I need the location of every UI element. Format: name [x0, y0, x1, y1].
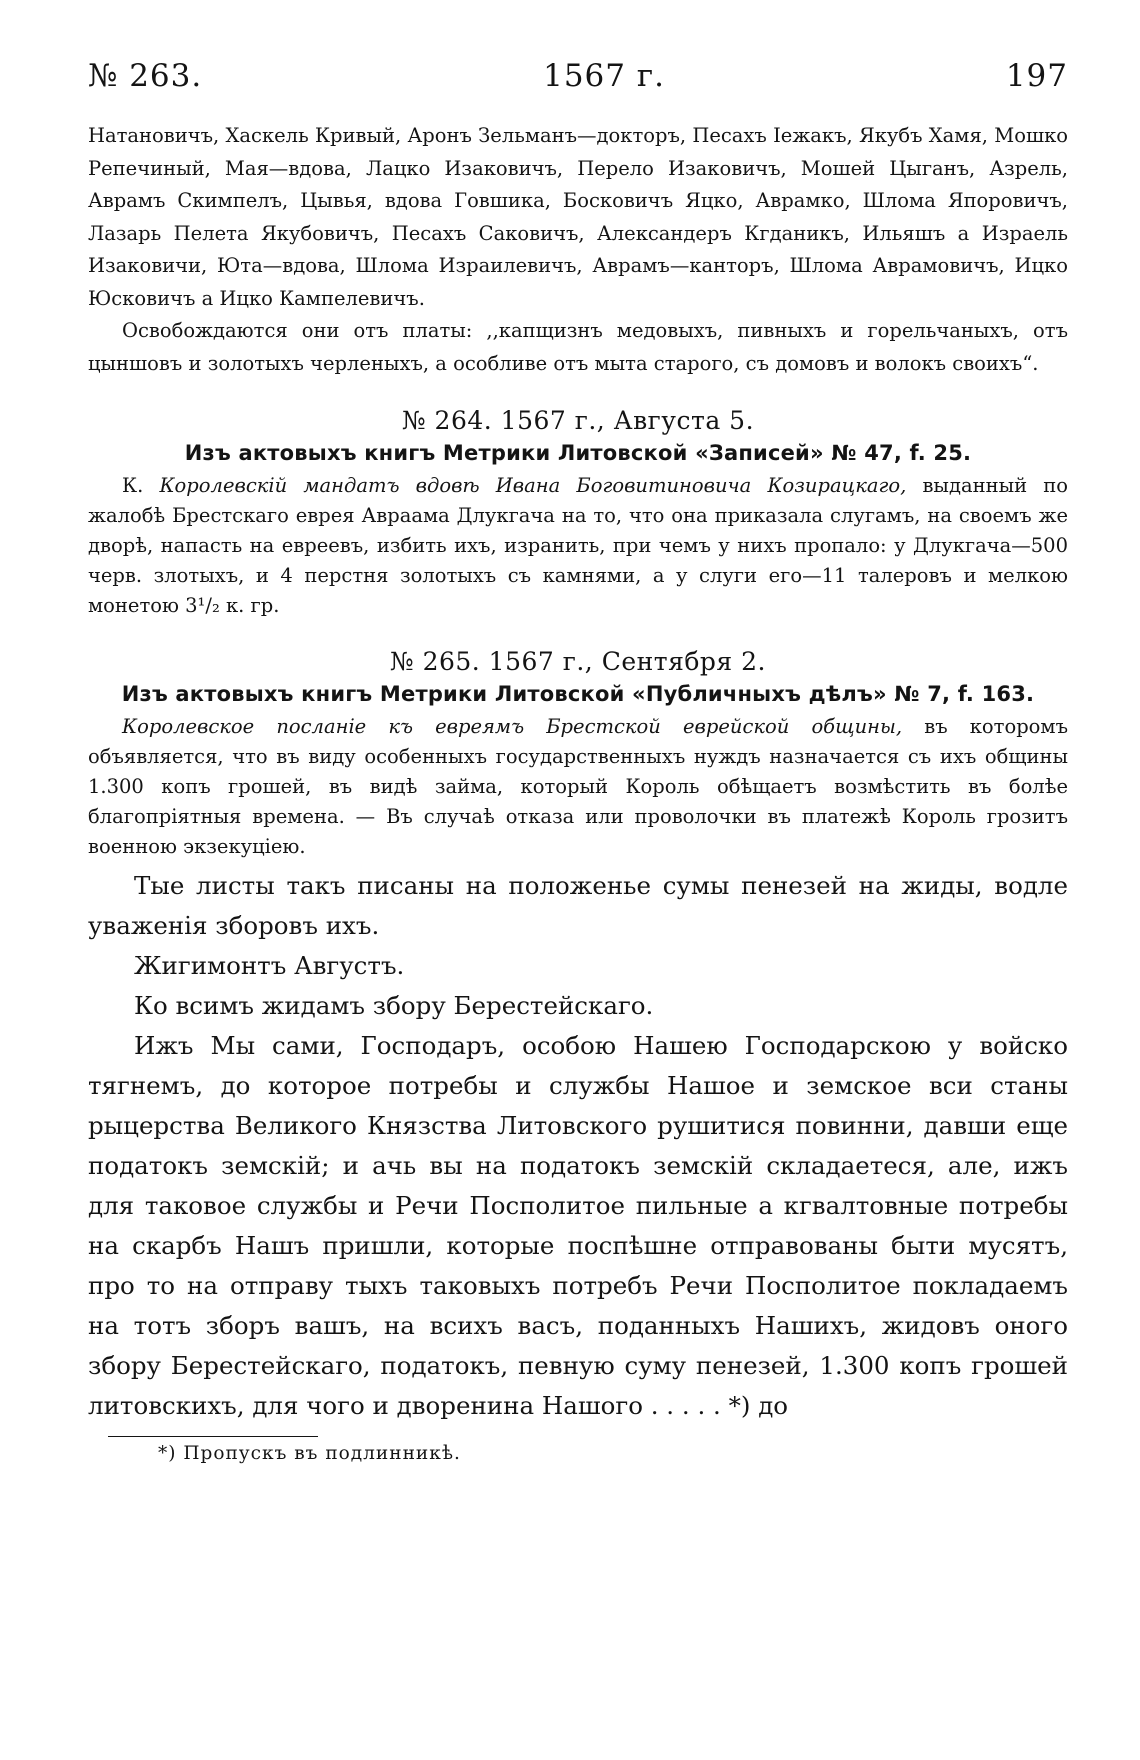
page-number: 197: [1005, 58, 1068, 94]
entry-265-signature: Жигимонтъ Августъ.: [134, 951, 405, 980]
page-header: [88, 58, 1068, 94]
entry-265-summary-italic: Королевское посланіе къ евреямъ Брестской еврейской общины,: [122, 715, 903, 738]
entry-265-intro: Тые листы такъ писаны на положенье сумы пенезей на жиды, водле уваженія зборовъ ихъ.: [88, 871, 1068, 940]
document-number: № 263.: [88, 58, 203, 94]
entry-265-source: Изъ актовыхъ книгъ Метрики Литовской «Публичныхъ дѣлъ» № 7, f. 163.: [121, 682, 1035, 706]
header-year: 1567 г.: [543, 58, 665, 94]
entry-264-heading: № 264. 1567 г., Августа 5.: [401, 406, 755, 435]
entry-264-summary-italic: Королевскій мандатъ вдовѣ Ивана Боговитиновича Козирацкаго,: [159, 474, 907, 497]
entry-265-heading: № 265. 1567 г., Сентября 2.: [389, 647, 767, 676]
entry-265-address: Ко всимъ жидамъ збору Берестейскаго.: [134, 991, 654, 1020]
names-paragraph: Натановичъ, Хаскель Кривый, Аронъ Зельманъ—докторъ, Песахъ Іежакъ, Якубъ Хамя, Мошко Репечиный, Мая—вдова, Лацко Изаковичъ, Перело Изаковичъ, Мошей Цыганъ, Азрель, Аврамъ Скимпелъ, Цывья, вдова Говшика, Босковичъ Яцко, Аврамко, Шлома Япоровичъ, Лазарь Пелета Якубовичъ, Песахъ Саковичъ, Александеръ Кгданикъ, Ильяшъ а Израель Изаковичи, Юта—вдова, Шлома Израилевичъ, Аврамъ—канторъ, Шлома Аврамовичъ, Ицко Юсковичъ а Ицко Кампелевичъ.: [88, 124, 1068, 310]
entry-264-source: Изъ актовыхъ книгъ Метрики Литовской «Записей» № 47, f. 25.: [184, 441, 972, 465]
footnote-divider: [108, 1436, 318, 1437]
exemption-paragraph: Освобождаются они отъ платы: ,,капщизнъ медовыхъ, пивныхъ и горельчаныхъ, отъ цыншовъ и золотыхъ черленыхъ, а особливе отъ мыта старого, съ домовъ и волокъ своихъ“.: [88, 319, 1068, 375]
entry-265-summary: [88, 712, 1068, 862]
entry-264-summary-rest: выданный по жалобѣ Брестскаго еврея Авраама Длукгача на то, что она приказала слугамъ, на своемъ же дворѣ, напасть на евреевъ, избить ихъ, изранить, при чемъ у нихъ пропало: у Длукгача—500 черв. злотыхъ, и 4 перстня золотыхъ съ камнями, а у слуги его—11 талеровъ и мелкою монетою 3¹/₂ к. гр.: [88, 474, 1068, 617]
footnote: *) Пропускъ въ подлинникѣ.: [158, 1443, 461, 1464]
entry-265-body: Ижъ Мы сами, Господаръ, особою Нашею Господарскою у войско тягнемъ, до которое потребы и службы Нашое и земское вси станы рыцерства Великого Князства Литовского рушитися повинни, давши еще податокъ земскій; и ачь вы на податокъ земскій складаетеся, але, ижъ для таковое службы и Речи Посполитое пильные а кгвалтовные потребы на скарбъ Нашъ пришли, которые поспѣшне отправованы быти мусятъ, про то на отправу тыхъ таковыхъ потребъ Речи Посполитое покладаемъ на тотъ зборъ вашъ, на всихъ васъ, поданныхъ Нашихъ, жидовъ оного збору Берестейскаго, податокъ, певную суму пенезей, 1.300 копъ грошей литовскихъ, для чого и дворенина Нашого . . . . . *) до: [88, 1031, 1068, 1420]
entry-265-summary-rest: въ которомъ объявляется, что въ виду особенныхъ государственныхъ нуждъ назначается съ ихъ общины 1.300 копъ грошей, въ видѣ займа, который Король обѣщаетъ возмѣстить въ болѣе благопріятныя времена. — Въ случаѣ отказа или проволочки въ платежѣ Король грозитъ военною экзекуціею.: [88, 715, 1068, 858]
entry-264-summary-prefix: К.: [122, 474, 144, 497]
entry-264-summary: [88, 471, 1068, 621]
